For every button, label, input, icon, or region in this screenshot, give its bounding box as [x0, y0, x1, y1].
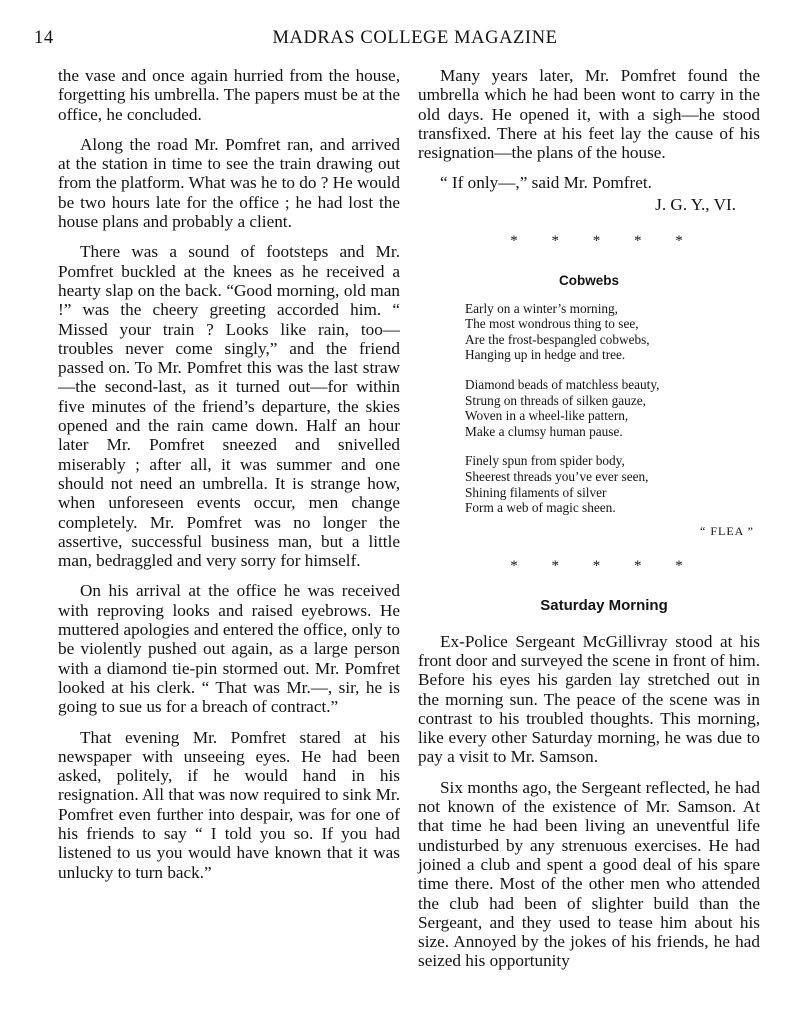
running-head: MADRAS COLLEGE MAGAZINE — [272, 28, 558, 48]
poem-author: “ FLEA ” — [700, 523, 754, 538]
poem-line: Woven in a wheel-like pattern, — [465, 408, 629, 424]
paragraph: Along the road Mr. Pomfret ran, and arrived at the station in time to see the train drawing out from the platform. What was he to do ? He would be two hours late for the office ; he had lost the house plans and probably a client. — [58, 134, 400, 232]
poem-line: Sheerest threads you’ve ever seen, — [465, 469, 649, 485]
poem-line: Strung on threads of silken gauze, — [465, 392, 646, 408]
signature: J. G. Y., VI. — [655, 194, 736, 214]
paragraph: Ex-Police Sergeant McGillivray stood at his front door and surveyed the scene in front of him. Before his eyes his garden lay stretched out in the morning sun. The peace of the scene was in contrast to his troubled thoughts. This morning, like every other Saturday morning, he was due to pay a visit to Mr. Samson. — [418, 631, 760, 767]
poem-stanza — [465, 301, 760, 363]
left-column — [58, 66, 400, 893]
poem-line: Are the frost-bespangled cobwebs, — [465, 331, 650, 347]
poem — [418, 301, 760, 516]
paragraph: “ If only—,” said Mr. Pomfret. — [440, 173, 652, 193]
poem-line: Finely spun from spider body, — [465, 453, 625, 469]
poem-stanza — [465, 377, 760, 439]
paragraph: On his arrival at the office he was received with reproving looks and raised eyebrows. He muttered apologies and entered the office, only to be violently pushed out again, as a large person with a diamond tie-pin stormed out. Mr. Pomfret looked at his clerk. “ That was Mr.—, sir, he is going to sue us for a breach of contract.” — [58, 581, 400, 717]
right-column — [418, 66, 760, 982]
poem-line: Make a clumsy human pause. — [465, 423, 623, 439]
paragraph: the vase and once again hurried from the house, forgetting his umbrella. The papers must be at the office, he concluded. — [58, 66, 400, 124]
poem-line: The most wondrous thing to see, — [465, 316, 639, 332]
paragraph: Six months ago, the Sergeant reflected, he had not known of the existence of Mr. Samson. At that time he had been living an uneventful life undisturbed by any strenuous exercises. He had joined a club and spent a good deal of his spare time there. Most of the other men who attended the club had been of slighter build than the Sergeant, and they used to tease him about his size. Annoyed by the jokes of his friends, he had seized his opportunity — [418, 777, 760, 971]
poem-line: Early on a winter’s morning, — [465, 300, 619, 316]
paragraph: That evening Mr. Pomfret stared at his newspaper with unseeing eyes. He had been asked, politely, if he would hand in his resignation. All that was now required to sink Mr. Pomfret even further into despair, was for one of his friends to say “ I told you so. If you had listened to us you would have known that it was unlucky to turn back.” — [58, 727, 400, 882]
poem-line: Form a web of magic sheen. — [465, 500, 616, 516]
page-number: 14 — [34, 28, 54, 48]
poem-line: Hanging up in hedge and tree. — [465, 347, 626, 363]
paragraph: There was a sound of footsteps and Mr. Pomfret buckled at the knees as he received a hearty slap on the back. “Good morning, old man !” was the cheery greeting accorded him. “ Missed your train ? Looks like rain, too—troubles never come singly,” and the friend passed on. To Mr. Pomfret this was the last straw—the second-last, as it turned out—for within five minutes of the friend’s departure, the skies opened and the rain came down. Half an hour later Mr. Pomfret sneezed and snivelled miserably ; after all, it was summer and one should not need an umbrella. It is strange how, when unforeseen events occur, men change completely. Mr. Pomfret was no longer the assertive, successful business man, but a little man, bedraggled and very sorry for himself. — [58, 242, 400, 571]
section-separator: * * * * * — [510, 558, 698, 575]
page-header — [34, 28, 756, 54]
section-separator: * * * * * — [510, 233, 698, 250]
poem-title: Cobwebs — [558, 273, 619, 289]
paragraph: Many years later, Mr. Pomfret found the umbrella which he had been wont to carry in the old days. He opened it, with a sigh—he stood transfixed. There at his feet lay the cause of his resignation—the plans of the house. — [418, 66, 760, 163]
poem-line: Shining filaments of silver — [465, 484, 607, 500]
story-title: Saturday Morning — [540, 597, 668, 615]
poem-stanza — [465, 453, 760, 515]
poem-line: Diamond beads of matchless beauty, — [465, 377, 660, 393]
